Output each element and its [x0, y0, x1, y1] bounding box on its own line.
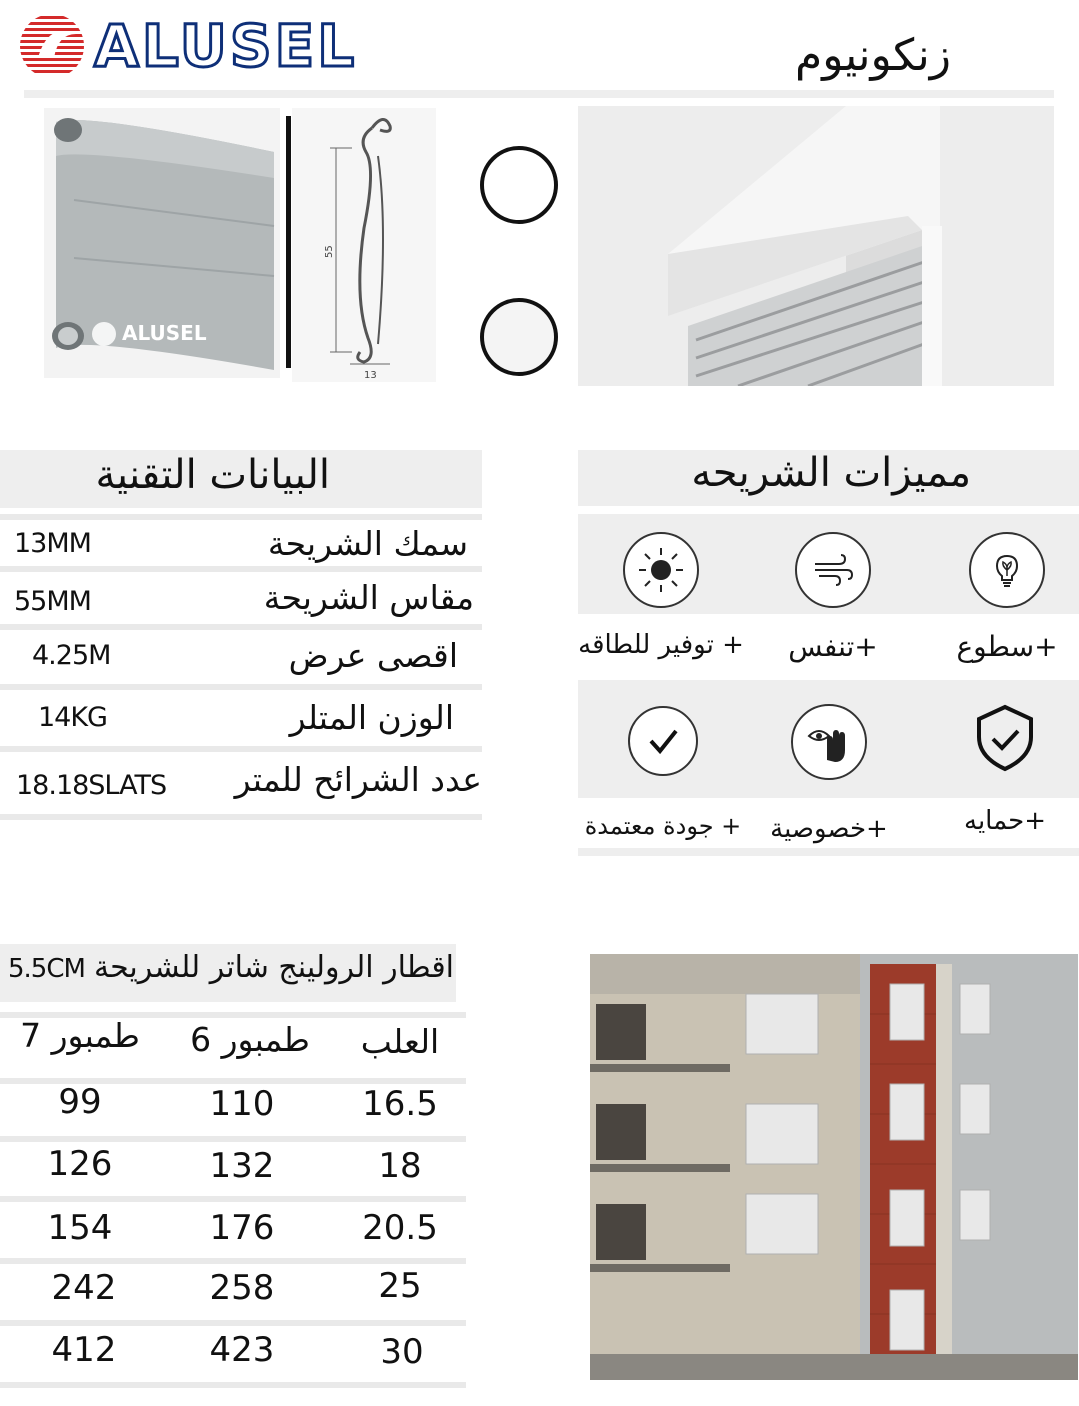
- shutter-box-image: [578, 106, 1054, 386]
- sun-icon: [635, 544, 687, 596]
- spec-label: اقصى عرض: [288, 636, 458, 675]
- logo-emblem-icon: [18, 12, 86, 80]
- checkmark-icon: [643, 721, 683, 761]
- spec-value: 13MM: [14, 528, 91, 559]
- roller-row-line: [0, 1136, 466, 1142]
- spec-label: الوزن المتلر: [289, 698, 454, 737]
- spec-row-weight: [0, 694, 482, 750]
- roller-cell: 154: [47, 1208, 113, 1248]
- features-title-band: [578, 450, 1079, 506]
- roller-cell: 99: [58, 1082, 102, 1122]
- brand-name: ALUSEL: [94, 12, 358, 80]
- wind-icon: [811, 550, 855, 590]
- tech-bottom-line: [0, 814, 482, 820]
- roller-cell: 16.5: [362, 1084, 438, 1124]
- spec-row-slats: [0, 756, 482, 812]
- shield-check-icon: [975, 703, 1035, 773]
- feature-ventilation: [748, 532, 918, 663]
- spec-row-size: [0, 574, 482, 630]
- feature-label: +سطوع: [956, 630, 1058, 663]
- spec-value: 55MM: [14, 586, 91, 617]
- spec-value: 14KG: [38, 702, 107, 733]
- spec-value: 4.25M: [32, 640, 111, 671]
- roller-cell: 20.5: [362, 1208, 438, 1248]
- feature-energy-saving: [576, 532, 746, 660]
- roller-title-value: 5.5CM: [8, 954, 85, 984]
- roller-header-tube6: طمبور 6: [190, 1020, 310, 1059]
- feature-label: +خصوصية: [770, 814, 888, 844]
- tech-title: البيانات التقنية: [95, 452, 330, 498]
- brand-logo: [18, 12, 358, 84]
- roller-cell: 25: [378, 1266, 422, 1306]
- tech-title-band: [0, 450, 482, 508]
- feature-brightness: [922, 532, 1079, 663]
- feature-label: + جودة معتمدة: [584, 812, 742, 840]
- features-title: مميزات الشريحه: [691, 450, 971, 496]
- building-photo: [590, 954, 1078, 1380]
- spec-label: مقاس الشريحة: [263, 578, 474, 617]
- profile-diagram: [292, 108, 436, 382]
- roller-cell: 18: [378, 1146, 422, 1186]
- color-swatch-light[interactable]: [480, 298, 558, 376]
- tech-row-line: [0, 684, 482, 690]
- roller-cell: 176: [209, 1208, 275, 1248]
- roller-cell: 110: [209, 1084, 275, 1124]
- feature-label: + توفير للطاقه: [578, 630, 744, 660]
- feature-certified-quality: [578, 706, 748, 840]
- slat-brand: ALUSEL: [122, 321, 207, 345]
- roller-row-line: [0, 1196, 466, 1202]
- header-divider: [24, 90, 1054, 98]
- roller-title: اقطار الرولينج شاتر للشريحة: [93, 950, 454, 985]
- roller-cell: 132: [209, 1146, 275, 1186]
- roller-cell: 30: [380, 1332, 424, 1372]
- feature-label: +حمايه: [964, 806, 1046, 836]
- roller-cell: 423: [209, 1330, 275, 1370]
- spec-label: عدد الشرائح للمتر: [234, 760, 482, 799]
- lightbulb-icon: [987, 550, 1027, 590]
- roller-header-box: العلب: [360, 1022, 440, 1061]
- slat-illustration: [44, 108, 280, 378]
- slat-image: [44, 108, 280, 378]
- spec-label: سمك الشريحة: [267, 524, 468, 563]
- color-swatch-white[interactable]: [480, 146, 558, 224]
- roller-bottom-line: [0, 1382, 466, 1388]
- product-title: زنكونيوم: [794, 30, 951, 81]
- profile-height-label: 55: [324, 245, 335, 258]
- feature-label: +تنفس: [788, 630, 878, 663]
- spec-row-max-width: [0, 632, 482, 688]
- tech-row-line: [0, 624, 482, 630]
- profile-width-label: 13: [364, 370, 377, 381]
- roller-cell: 258: [209, 1268, 275, 1308]
- eye-hand-icon: [803, 716, 855, 768]
- tech-row-line: [0, 566, 482, 572]
- feature-privacy: [744, 704, 914, 844]
- roller-row-line: [0, 1320, 466, 1326]
- tech-row-line: [0, 746, 482, 752]
- roller-cell: 242: [51, 1268, 117, 1308]
- feature-protection: [920, 702, 1079, 836]
- roller-cell: 412: [51, 1330, 117, 1370]
- roller-header-tube7: طمبور 7: [20, 1016, 140, 1055]
- spec-value: 18.18SLATS: [16, 770, 167, 801]
- roller-cell: 126: [47, 1144, 113, 1184]
- features-bottom-line: [578, 848, 1079, 856]
- image-separator: [286, 116, 291, 368]
- roller-title-band: [0, 944, 456, 1002]
- roller-row-line: [0, 1258, 466, 1264]
